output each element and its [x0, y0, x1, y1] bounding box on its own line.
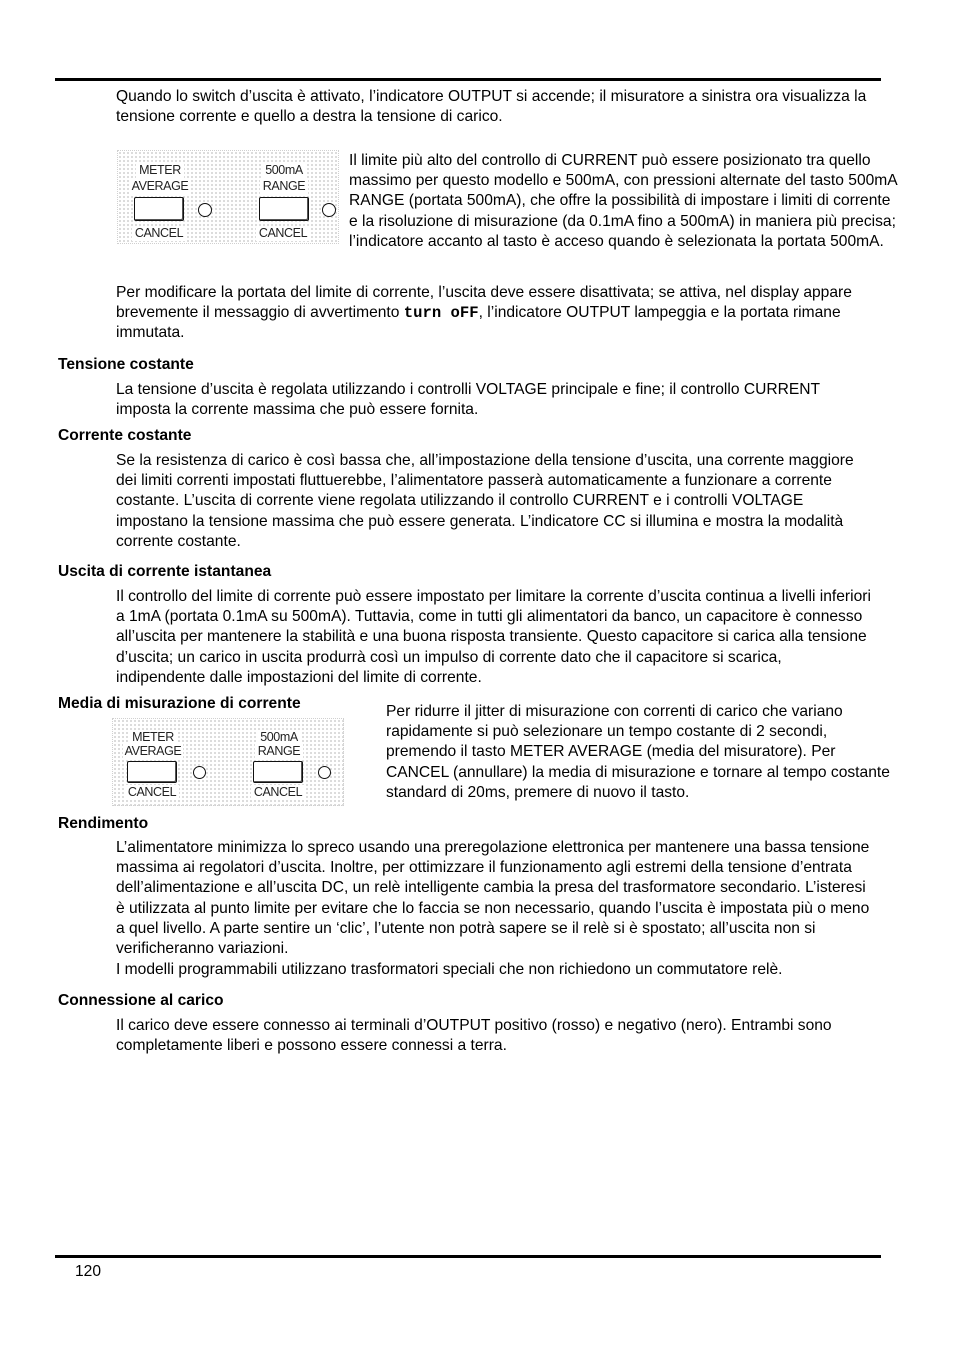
500ma-range-button[interactable]: [259, 197, 309, 221]
avg-heading: Media di misurazione di corrente: [58, 695, 301, 712]
range-change-after: , l’indicatore OUTPUT lampeggia e la portata rimane immutata.: [116, 304, 841, 342]
average-label: AVERAGE: [124, 744, 182, 758]
inst-heading: Uscita di corrente istantanea: [58, 563, 272, 580]
inst-paragraph: Il controllo del limite di corrente può essere impostato per limitare la corrente d’uscita continua a livelli inferiori a 1mA (portata 0.1mA su 500mA). Tuttavia, come in tutti gli alimentatori da banco, un capacitore è connesso all’uscita per mantenere la stabilità e una buona risposta transiente. Questo capacitore si carica alla tensione d’uscita; un carico in uscita produrrà così un impulso di corrente dato che il capacitore si scarica, indipendente dalle impostazioni del limite di corrente.: [116, 588, 871, 686]
meter-average-button[interactable]: [127, 761, 177, 783]
cancel-label-2: CANCEL: [256, 226, 310, 241]
cancel-label: CANCEL: [132, 226, 186, 241]
cv-heading: Tensione costante: [58, 356, 194, 373]
cv-paragraph: La tensione d’uscita è regolata utilizzando i controlli VOLTAGE principale e fine; il controllo CURRENT imposta la corrente massima che può essere fornita.: [116, 381, 820, 419]
current-limit-paragraph: Il limite più alto del controllo di CURRENT può essere posizionato tra quello massimo per questo modello e 500mA, con pressioni alternate del tasto 500mA RANGE (portata 500mA), che offre la possibilità di impostare i limiti di corrente e la risoluzione di misurazione (da 0.1mA fino a 500mA) in maniera più precisa; l’indicatore accanto al tasto è acceso quando è selezionata la portata 500mA.: [349, 152, 897, 250]
meter-average-indicator-icon: [198, 203, 212, 217]
turn-off-message: turn oFF: [403, 304, 479, 323]
load-paragraph: Il carico deve essere connesso ai terminali d’OUTPUT positivo (rosso) e negativo (nero). Entrambi sono completamente liberi e possono essere connessi a terra.: [116, 1017, 832, 1055]
front-panel-illustration-2: [112, 718, 344, 806]
eff-paragraph: L’alimentatore minimizza lo spreco usando una preregolazione elettronica per mantenere una bassa tensione massima ai regolatori d’uscita. Inoltre, per ottimizzare il funzionamento agli estremi della tensione d’entrata dell’alimentazione e all’uscita DC, un relè intelligente cambia la presa del trasformatore secondario. L’isteresi è utilizzata al punto limite per evitare che lo faccia se non necessario, quando l’uscita è impostata più o meno a quel livello. A parte sentire un ‘clic’, l’utente non potrà sapere se il relè si è spostato; all’uscita non si verificheranno variazioni.: [116, 839, 870, 958]
range-label: RANGE: [255, 744, 303, 759]
top-rule: [55, 78, 881, 81]
500ma-range-button[interactable]: [253, 761, 303, 783]
meter-label: METER: [136, 163, 184, 178]
front-panel-illustration-1: [117, 150, 339, 244]
range-indicator-icon: [322, 203, 336, 217]
ma500-label: 500mA: [262, 163, 306, 178]
cc-heading: Corrente costante: [58, 427, 192, 444]
cancel-label: CANCEL: [125, 785, 179, 800]
range-change-before: Per modificare la portata del limite di corrente, l’uscita deve essere disattivata; se attiva, nel display appare brevemente il messaggio di avvertimento: [116, 284, 852, 322]
eff-heading: Rendimento: [58, 815, 149, 832]
intro-output-paragraph: Quando lo switch d’uscita è attivato, l’indicatore OUTPUT si accende; il misuratore a sinistra ora visualizza la tensione corrente e quello a destra la tensione di carico.: [116, 88, 867, 126]
meter-average-button[interactable]: [134, 197, 184, 221]
page-number: 120: [75, 1263, 102, 1280]
range-label: RANGE: [260, 179, 308, 194]
ma500-label: 500mA: [257, 730, 301, 745]
range-indicator-icon: [318, 766, 331, 779]
cc-paragraph: Se la resistenza di carico è così bassa che, all’impostazione della tensione d’uscita, una corrente maggiore dei limiti correnti impostati fluttuerebbe, l’alimentatore passerà automaticamente a funzionare a corrente costante. L’uscita di corrente viene regolata utilizzando il controllo CURRENT e i controlli VOLTAGE impostano la tensione massima che può essere generata. L’indicatore CC si illumina e mostra la modalità corrente costante.: [116, 452, 854, 550]
eff-paragraph-2: I modelli programmabili utilizzano trasformatori speciali che non richiedono un commutatore relè.: [116, 961, 783, 978]
load-heading: Connessione al carico: [58, 992, 224, 1009]
average-label: AVERAGE: [131, 179, 189, 193]
avg-paragraph: Per ridurre il jitter di misurazione con correnti di carico che variano rapidamente si può selezionare un tempo costante di 2 secondi, premendo il tasto METER AVERAGE (media del misuratore). Per CANCEL (annullare) la media di misurazione e tornare al tempo costante standard di 20ms, premere di nuovo il tasto.: [386, 703, 890, 801]
range-change-paragraph: [116, 283, 876, 344]
meter-average-indicator-icon: [193, 766, 206, 779]
cancel-label-2: CANCEL: [251, 785, 305, 800]
bottom-rule: [55, 1255, 881, 1258]
meter-label: METER: [129, 730, 177, 745]
